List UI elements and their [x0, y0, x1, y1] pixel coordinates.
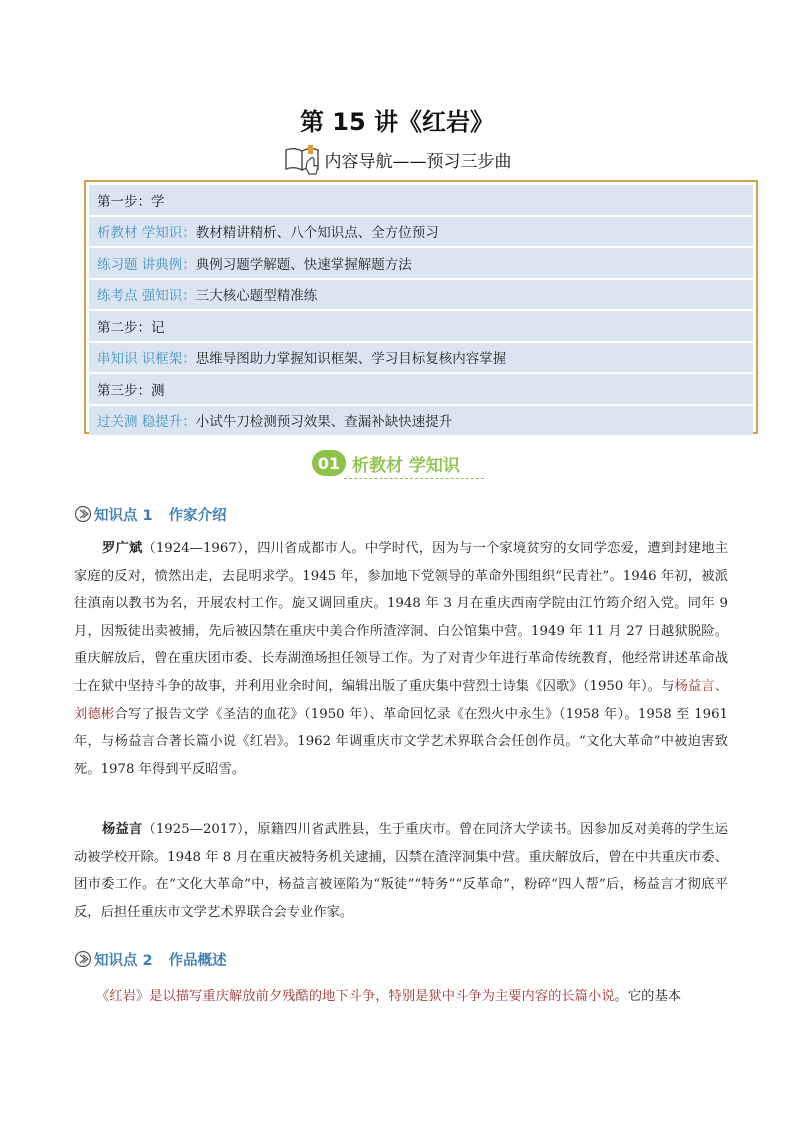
item-label: 练习题 讲典例	[97, 256, 183, 273]
author-paragraph-2	[74, 816, 728, 926]
section-number-badge: 01	[312, 450, 346, 476]
content-nav-header	[0, 142, 794, 176]
item-label: 练考点 强知识	[97, 288, 183, 305]
section-underline	[344, 478, 484, 479]
highlight-text: 《红岩》是以描写重庆解放前夕残酷的地下斗争，特别是狱中斗争为主要内容的长篇小说	[96, 989, 615, 1004]
para-text: 合写了报告文学《圣洁的血花》（1950 年）、革命回忆录《在烈火中永生》（1958 年）。1958 至 1961 年，与杨益言合著长篇小说《红岩》。1962 年调重庆市文学艺术界联合会任创作员。“文化大革命”中被迫害致死。1978 年得到平反昭雪。	[74, 706, 728, 777]
step-text: 第三步：测	[97, 382, 165, 399]
section-banner	[312, 448, 484, 480]
work-overview-paragraph	[74, 983, 728, 1011]
kp-title: 作品概述	[168, 952, 227, 969]
nav-title: 内容导航——预习三步曲	[324, 151, 512, 172]
section-title: 析教材 学知识	[352, 456, 460, 476]
item-label: 过关测 稳提升	[97, 414, 183, 431]
item-sep: ：	[182, 351, 196, 368]
item-sep: ：	[182, 414, 196, 431]
item-desc: 小试牛刀检测预习效果、查漏补缺快速提升	[195, 414, 453, 431]
item-label: 串知识 识框架	[97, 351, 183, 368]
step-text: 第一步：学	[97, 193, 165, 210]
circle-arrow-icon	[74, 950, 92, 968]
guide-step	[89, 374, 753, 404]
para-text: 。它的基本	[614, 989, 682, 1004]
knowledge-point-2	[74, 948, 227, 970]
kp-label: 知识点 2	[94, 952, 153, 969]
guide-item	[89, 217, 753, 247]
guide-box	[84, 180, 758, 434]
circle-arrow-icon	[74, 505, 92, 523]
item-sep: ：	[182, 288, 196, 305]
kp-title: 作家介绍	[168, 507, 227, 524]
book-hand-icon	[283, 142, 323, 176]
step-text: 第二步：记	[97, 319, 165, 336]
guide-item	[89, 343, 753, 373]
guide-step	[89, 311, 753, 341]
author-paragraph-1	[74, 535, 728, 783]
page-title: 第 15 讲《红岩》	[299, 108, 495, 136]
para-text: （1925—2017），原籍四川省武胜县，生于重庆市。曾在同济大学读书。因参加反对美蒋的学生运动被学校开除。1948 年 8 月在重庆被特务机关逮捕，囚禁在渣滓洞集中营。重庆解放后，曾在中共重庆市委、团市委工作。在“文化大革命”中，杨益言被诬陷为“叛徒”“特务”“反革命”，粉碎“四人帮”后，杨益言才彻底平反，后担任重庆市文学艺术界联合会专业作家。	[74, 822, 729, 920]
para-text: （1924—1967），四川省成都市人。中学时代，因为与一个家境贫穷的女同学恋爱，遭到封建地主家庭的反对，愤然出走，去昆明求学。1945 年，参加地下党领导的革命外围组织“民青社”。1946 年初，被派往滇南以教书为名，开展农村工作。旋又调回重庆。1948 年 3 月在重庆西南学院由江竹筠介绍入党。同年 9 月，因叛徒出卖被捕，先后被囚禁在重庆中美合作所渣滓洞、白公馆集中营。1949 年 11 月 27 日越狱脱险。重庆解放后，曾在重庆团市委、长寿湖渔场担任领导工作。为了对青少年进行革命传统教育，他经常讲述革命战士在狱中坚持斗争的故事，并利用业余时间，编辑出版了重庆集中营烈士诗集《囚歌》（1950 年）。与	[74, 541, 729, 694]
item-label: 析教材 学知识	[97, 225, 183, 242]
item-desc: 教材精讲精析、八个知识点、全方位预习	[195, 225, 439, 242]
kp-label: 知识点 1	[94, 507, 153, 524]
author-name: 罗广斌	[102, 541, 143, 556]
guide-item	[89, 248, 753, 278]
knowledge-point-1	[74, 503, 227, 525]
guide-list	[89, 185, 753, 429]
guide-item	[89, 280, 753, 310]
coauthor-names: 杨益言、刘德彬	[74, 678, 729, 722]
item-desc: 三大核心题型精准练	[195, 288, 318, 305]
author-name: 杨益言	[102, 822, 143, 837]
item-desc: 思维导图助力掌握知识框架、学习目标复核内容掌握	[195, 351, 507, 368]
item-sep: ：	[182, 225, 196, 242]
item-sep: ：	[182, 256, 196, 273]
guide-step	[89, 185, 753, 215]
item-desc: 典例习题学解题、快速掌握解题方法	[195, 256, 412, 273]
guide-item	[89, 406, 753, 436]
